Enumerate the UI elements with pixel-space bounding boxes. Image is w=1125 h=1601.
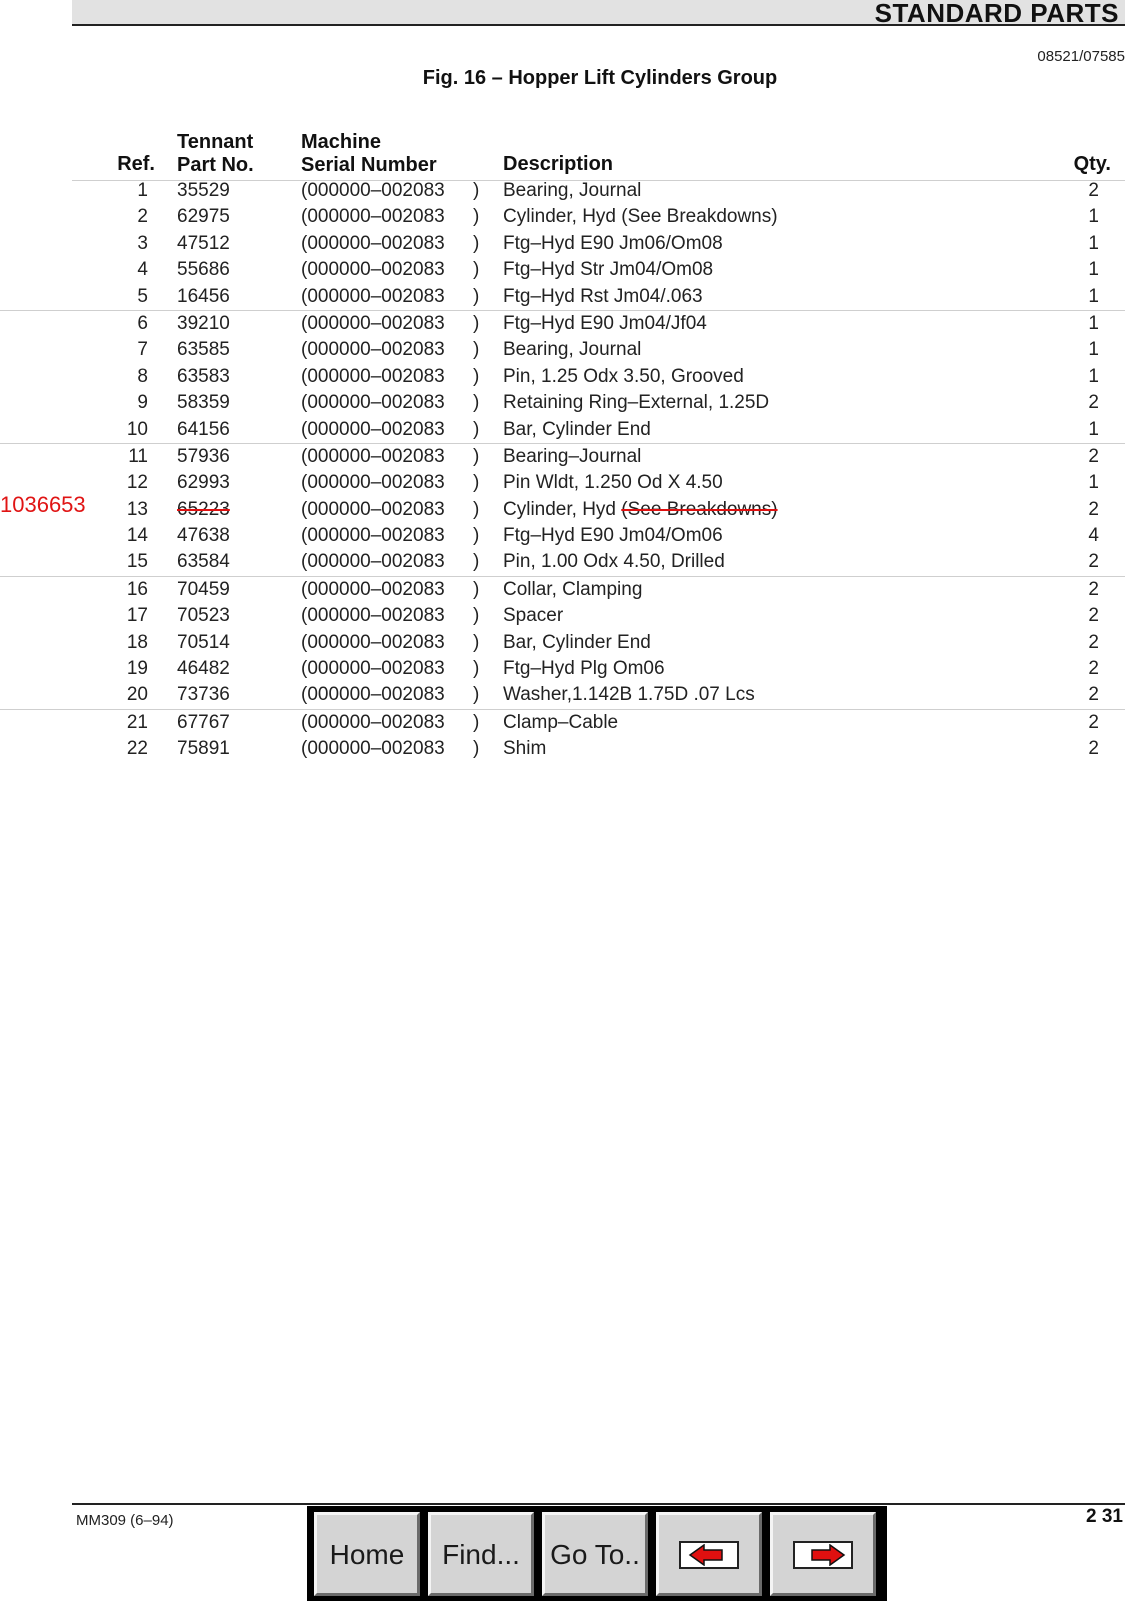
description-cell: Bar, Cylinder End [503, 418, 651, 440]
description-cell: Pin Wldt, 1.250 Od X 4.50 [503, 472, 723, 494]
serial-close-cell: ) [473, 684, 480, 706]
ref-cell: 6 [137, 312, 148, 334]
qty-cell: 2 [1088, 738, 1099, 760]
table-row [0, 576, 1125, 603]
part-number-cell: 63584 [177, 551, 230, 573]
ref-cell: 2 [137, 206, 148, 228]
table-row [0, 656, 1125, 682]
serial-close-cell: ) [473, 578, 480, 600]
description-cell: Ftg–Hyd Rst Jm04/.063 [503, 285, 703, 307]
column-qty: Qty. [1073, 153, 1111, 175]
serial-close-cell: ) [473, 365, 480, 387]
serial-number-cell: (000000–002083 [301, 525, 445, 547]
qty-cell: 1 [1088, 339, 1099, 361]
ref-cell: 10 [126, 418, 148, 440]
serial-close-cell: ) [473, 259, 480, 281]
navigation-bar [307, 1506, 887, 1601]
description-cell: Washer,1.142B 1.75D .07 Lcs [503, 684, 755, 706]
ref-cell: 22 [126, 738, 148, 760]
part-number-cell: 46482 [177, 658, 230, 680]
part-number-cell: 47638 [177, 525, 230, 547]
qty-cell: 4 [1088, 525, 1099, 547]
figure-title: Fig. 16 – Hopper Lift Cylinders Group [422, 67, 778, 89]
qty-cell: 2 [1088, 180, 1099, 201]
part-number-cell: 70523 [177, 605, 230, 627]
column-ref: Ref. [117, 153, 155, 175]
serial-number-cell: (000000–002083 [301, 498, 445, 520]
serial-number-cell: (000000–002083 [301, 472, 445, 494]
qty-cell: 2 [1088, 658, 1099, 680]
description-cell: Bearing, Journal [503, 180, 642, 201]
serial-number-cell: (000000–002083 [301, 551, 445, 573]
description-cell: Ftg–Hyd E90 Jm04/Jf04 [503, 312, 707, 334]
part-number-cell: 63583 [177, 365, 230, 387]
ref-cell: 8 [137, 365, 148, 387]
serial-close-cell: ) [473, 392, 480, 414]
table-row [0, 603, 1125, 629]
part-number-cell: 70459 [177, 578, 230, 600]
ref-cell: 11 [128, 445, 148, 467]
serial-close-cell: ) [473, 206, 480, 228]
part-number-cell: 62993 [177, 472, 230, 494]
table-row [0, 443, 1125, 470]
qty-cell: 2 [1088, 631, 1099, 653]
description-cell: Bearing–Journal [503, 445, 642, 467]
part-number-cell: 75891 [177, 738, 230, 760]
column-part-line2: Part No. [177, 154, 254, 176]
serial-close-cell: ) [473, 418, 480, 440]
section-title: STANDARD PARTS [874, 0, 1119, 28]
qty-cell: 2 [1088, 551, 1099, 573]
previous-page-button[interactable] [656, 1512, 762, 1596]
table-row [0, 682, 1125, 708]
serial-number-cell: (000000–002083 [301, 578, 445, 600]
serial-close-cell: ) [473, 738, 480, 760]
red-annotation: 1036653 [0, 492, 86, 517]
serial-close-cell: ) [473, 285, 480, 307]
serial-number-cell: (000000–002083 [301, 365, 445, 387]
parts-table [0, 178, 1125, 763]
column-part-line1: Tennant [177, 131, 254, 153]
description-cell: Ftg–Hyd E90 Jm06/Om08 [503, 232, 723, 254]
part-number-cell: 39210 [177, 312, 230, 334]
serial-number-cell: (000000–002083 [301, 339, 445, 361]
ref-cell: 15 [126, 551, 148, 573]
qty-cell: 1 [1088, 472, 1099, 494]
part-number-cell: 35529 [177, 180, 230, 201]
table-row [0, 736, 1125, 762]
serial-number-cell: (000000–002083 [301, 285, 445, 307]
ref-cell: 21 [126, 711, 148, 733]
serial-number-cell: (000000–002083 [301, 738, 445, 760]
ref-cell: 17 [126, 605, 148, 627]
part-number-cell: 62975 [177, 206, 230, 228]
qty-cell: 2 [1088, 498, 1099, 520]
ref-cell: 3 [137, 232, 148, 254]
ref-cell: 9 [137, 392, 148, 414]
serial-close-cell: ) [473, 312, 480, 334]
serial-number-cell: (000000–002083 [301, 392, 445, 414]
serial-number-cell: (000000–002083 [301, 445, 445, 467]
ref-cell: 12 [126, 472, 148, 494]
serial-number-cell: (000000–002083 [301, 605, 445, 627]
description-cell: Bar, Cylinder End [503, 631, 651, 653]
ref-cell: 7 [137, 339, 148, 361]
serial-close-cell: ) [473, 232, 480, 254]
ref-cell: 5 [137, 285, 148, 307]
footer-divider [72, 1503, 1125, 1505]
document-id: 08521/07585 [1037, 48, 1125, 65]
next-page-button[interactable] [770, 1512, 876, 1596]
serial-close-cell: ) [473, 445, 480, 467]
ref-cell: 19 [126, 658, 148, 680]
qty-cell: 2 [1088, 684, 1099, 706]
serial-number-cell: (000000–002083 [301, 312, 445, 334]
serial-close-cell: ) [473, 180, 480, 201]
description-cell: Cylinder, Hyd (See Breakdowns) [503, 206, 778, 228]
serial-close-cell: ) [473, 551, 480, 573]
description-cell: Ftg–Hyd E90 Jm04/Om06 [503, 525, 723, 547]
qty-cell: 2 [1088, 578, 1099, 600]
serial-number-cell: (000000–002083 [301, 631, 445, 653]
serial-number-cell: (000000–002083 [301, 711, 445, 733]
serial-close-cell: ) [473, 498, 480, 520]
serial-number-cell: (000000–002083 [301, 232, 445, 254]
description-cell: Spacer [503, 605, 564, 627]
description-cell: Bearing, Journal [503, 339, 642, 361]
part-number-cell: 67767 [177, 711, 230, 733]
serial-close-cell: ) [473, 339, 480, 361]
qty-cell: 1 [1088, 312, 1099, 334]
qty-cell: 2 [1088, 605, 1099, 627]
description-cell: Pin, 1.00 Odx 4.50, Drilled [503, 551, 725, 573]
previous-arrow-frame [679, 1541, 739, 1569]
part-number-cell: 65223 [177, 498, 230, 520]
qty-cell: 1 [1088, 285, 1099, 307]
ref-cell: 4 [137, 259, 148, 281]
qty-cell: 1 [1088, 232, 1099, 254]
qty-cell: 1 [1088, 206, 1099, 228]
qty-cell: 2 [1088, 392, 1099, 414]
goto-button[interactable]: Go To.. [542, 1512, 648, 1596]
table-row [0, 204, 1125, 230]
page-number: 2 31 [1086, 1506, 1123, 1527]
ref-cell: 20 [126, 684, 148, 706]
description-cell: Pin, 1.25 Odx 3.50, Grooved [503, 365, 744, 387]
serial-close-cell: ) [473, 525, 480, 547]
right-arrow-icon [802, 1544, 846, 1566]
table-row [0, 417, 1125, 443]
ref-cell: 18 [126, 631, 148, 653]
table-row [0, 470, 1125, 496]
serial-number-cell: (000000–002083 [301, 180, 445, 201]
description-cell: Ftg–Hyd Plg Om06 [503, 658, 665, 680]
table-row [0, 709, 1125, 736]
table-row [0, 497, 1125, 523]
table-row [0, 178, 1125, 204]
serial-close-cell: ) [473, 631, 480, 653]
manual-code: MM309 (6–94) [76, 1512, 174, 1529]
qty-cell: 1 [1088, 418, 1099, 440]
table-row [0, 257, 1125, 283]
header-bar [72, 0, 1125, 26]
ref-cell: 14 [126, 525, 148, 547]
description-cell: Ftg–Hyd Str Jm04/Om08 [503, 259, 714, 281]
table-row [0, 231, 1125, 257]
find-button[interactable]: Find... [428, 1512, 534, 1596]
table-row [0, 549, 1125, 575]
description-cell: Cylinder, Hyd (See Breakdowns) [503, 498, 778, 520]
description-cell: Clamp–Cable [503, 711, 619, 733]
next-arrow-frame [793, 1541, 853, 1569]
qty-cell: 1 [1088, 259, 1099, 281]
serial-close-cell: ) [473, 658, 480, 680]
table-row [0, 390, 1125, 416]
part-number-cell: 70514 [177, 631, 230, 653]
serial-number-cell: (000000–002083 [301, 206, 445, 228]
part-number-cell: 64156 [177, 418, 230, 440]
ref-cell: 13 [126, 498, 148, 520]
serial-close-cell: ) [473, 605, 480, 627]
part-number-cell: 47512 [177, 232, 230, 254]
description-cell: Collar, Clamping [503, 578, 643, 600]
serial-close-cell: ) [473, 711, 480, 733]
table-row [0, 337, 1125, 363]
column-serial-line1: Machine [301, 131, 382, 153]
ref-cell: 1 [137, 180, 148, 201]
part-number-cell: 58359 [177, 392, 230, 414]
description-cell: Retaining Ring–External, 1.25D [503, 392, 770, 414]
table-row [0, 310, 1125, 337]
serial-number-cell: (000000–002083 [301, 418, 445, 440]
description-cell: Shim [503, 738, 547, 760]
qty-cell: 1 [1088, 365, 1099, 387]
ref-cell: 16 [126, 578, 148, 600]
left-arrow-icon [688, 1544, 732, 1566]
qty-cell: 2 [1088, 445, 1099, 467]
qty-cell: 2 [1088, 711, 1099, 733]
part-number-cell: 73736 [177, 684, 230, 706]
part-number-cell: 16456 [177, 285, 230, 307]
serial-number-cell: (000000–002083 [301, 658, 445, 680]
table-row [0, 364, 1125, 390]
serial-close-cell: ) [473, 472, 480, 494]
table-row [0, 284, 1125, 310]
part-number-cell: 57936 [177, 445, 230, 467]
part-number-cell: 55686 [177, 259, 230, 281]
column-serial-line2: Serial Number [301, 154, 437, 176]
serial-number-cell: (000000–002083 [301, 259, 445, 281]
table-row [0, 630, 1125, 656]
table-row [0, 523, 1125, 549]
part-number-cell: 63585 [177, 339, 230, 361]
column-description: Description [503, 153, 614, 175]
home-button[interactable]: Home [314, 1512, 420, 1596]
serial-number-cell: (000000–002083 [301, 684, 445, 706]
